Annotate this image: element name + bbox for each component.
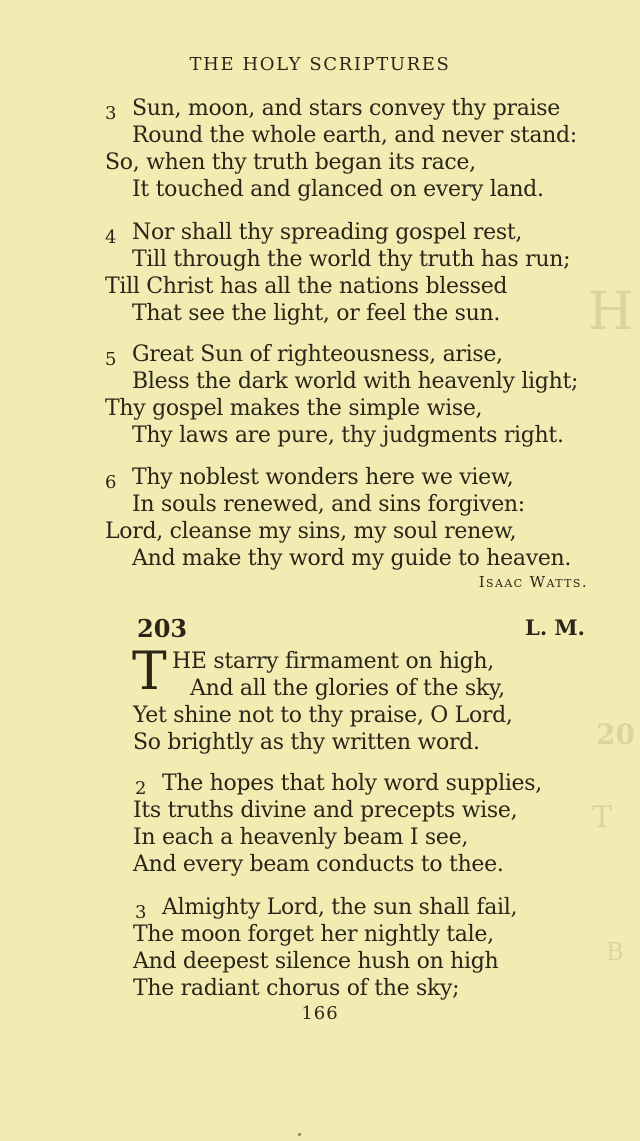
verse-line: HE starry firmament on high,	[172, 649, 494, 674]
verse-number: 2	[135, 778, 147, 799]
verse-line: Great Sun of righteousness, arise,	[132, 342, 503, 367]
verse-line: Thy laws are pure, thy judgments right.	[132, 423, 564, 448]
show-through-mark: T	[592, 800, 613, 835]
hymn-author: Isaac Watts.	[478, 573, 588, 591]
verse-line: In each a heavenly beam I see,	[133, 825, 469, 850]
paper-speck	[298, 1133, 301, 1136]
page-number: 166	[301, 1003, 339, 1024]
verse-line: Thy noblest wonders here we view,	[132, 465, 514, 490]
verse-line: Nor shall thy spreading gospel rest,	[132, 220, 523, 245]
verse-line: Round the whole earth, and never stand:	[132, 123, 577, 148]
verse-line: That see the light, or feel the sun.	[132, 301, 501, 326]
show-through-mark: B	[606, 938, 624, 966]
verse-line: And deepest silence hush on high	[133, 949, 499, 974]
verse-line: And all the glories of the sky,	[190, 676, 505, 701]
verse-line: And every beam conducts to thee.	[133, 852, 504, 877]
verse-number: 5	[105, 349, 117, 370]
verse-number: 3	[135, 902, 147, 923]
verse-line: Its truths divine and precepts wise,	[133, 798, 518, 823]
verse-line: The radiant chorus of the sky;	[133, 976, 460, 1001]
verse-line: Sun, moon, and stars convey thy praise	[132, 96, 561, 121]
verse-line: In souls renewed, and sins forgiven:	[132, 492, 525, 517]
verse-number: 6	[105, 472, 117, 493]
hymn-meter: L. M.	[525, 615, 585, 640]
verse-line: Till through the world thy truth has run;	[132, 247, 571, 272]
running-header: THE HOLY SCRIPTURES	[189, 54, 451, 75]
verse-line: Yet shine not to thy praise, O Lord,	[133, 703, 513, 728]
verse-line: Thy gospel makes the simple wise,	[105, 396, 483, 421]
verse-line: So, when thy truth began its race,	[105, 150, 476, 175]
verse-number: 4	[105, 227, 117, 248]
verse-line: So brightly as thy written word.	[133, 730, 480, 755]
verse-line: The moon forget her nightly tale,	[133, 922, 494, 947]
hymn-number: 203	[137, 614, 188, 643]
verse-line: The hopes that holy word supplies,	[162, 771, 542, 796]
verse-line: It touched and glanced on every land.	[132, 177, 544, 202]
drop-cap: T	[132, 642, 167, 702]
show-through-mark: 20	[596, 718, 635, 751]
show-through-mark: H	[588, 282, 634, 342]
verse-line: Almighty Lord, the sun shall fail,	[162, 895, 518, 920]
verse-line: Lord, cleanse my sins, my soul renew,	[105, 519, 517, 544]
verse-number: 3	[105, 103, 117, 124]
verse-line: Bless the dark world with heavenly light;	[132, 369, 579, 394]
verse-line: And make thy word my guide to heaven.	[132, 546, 572, 571]
verse-line: Till Christ has all the nations blessed	[105, 274, 508, 299]
